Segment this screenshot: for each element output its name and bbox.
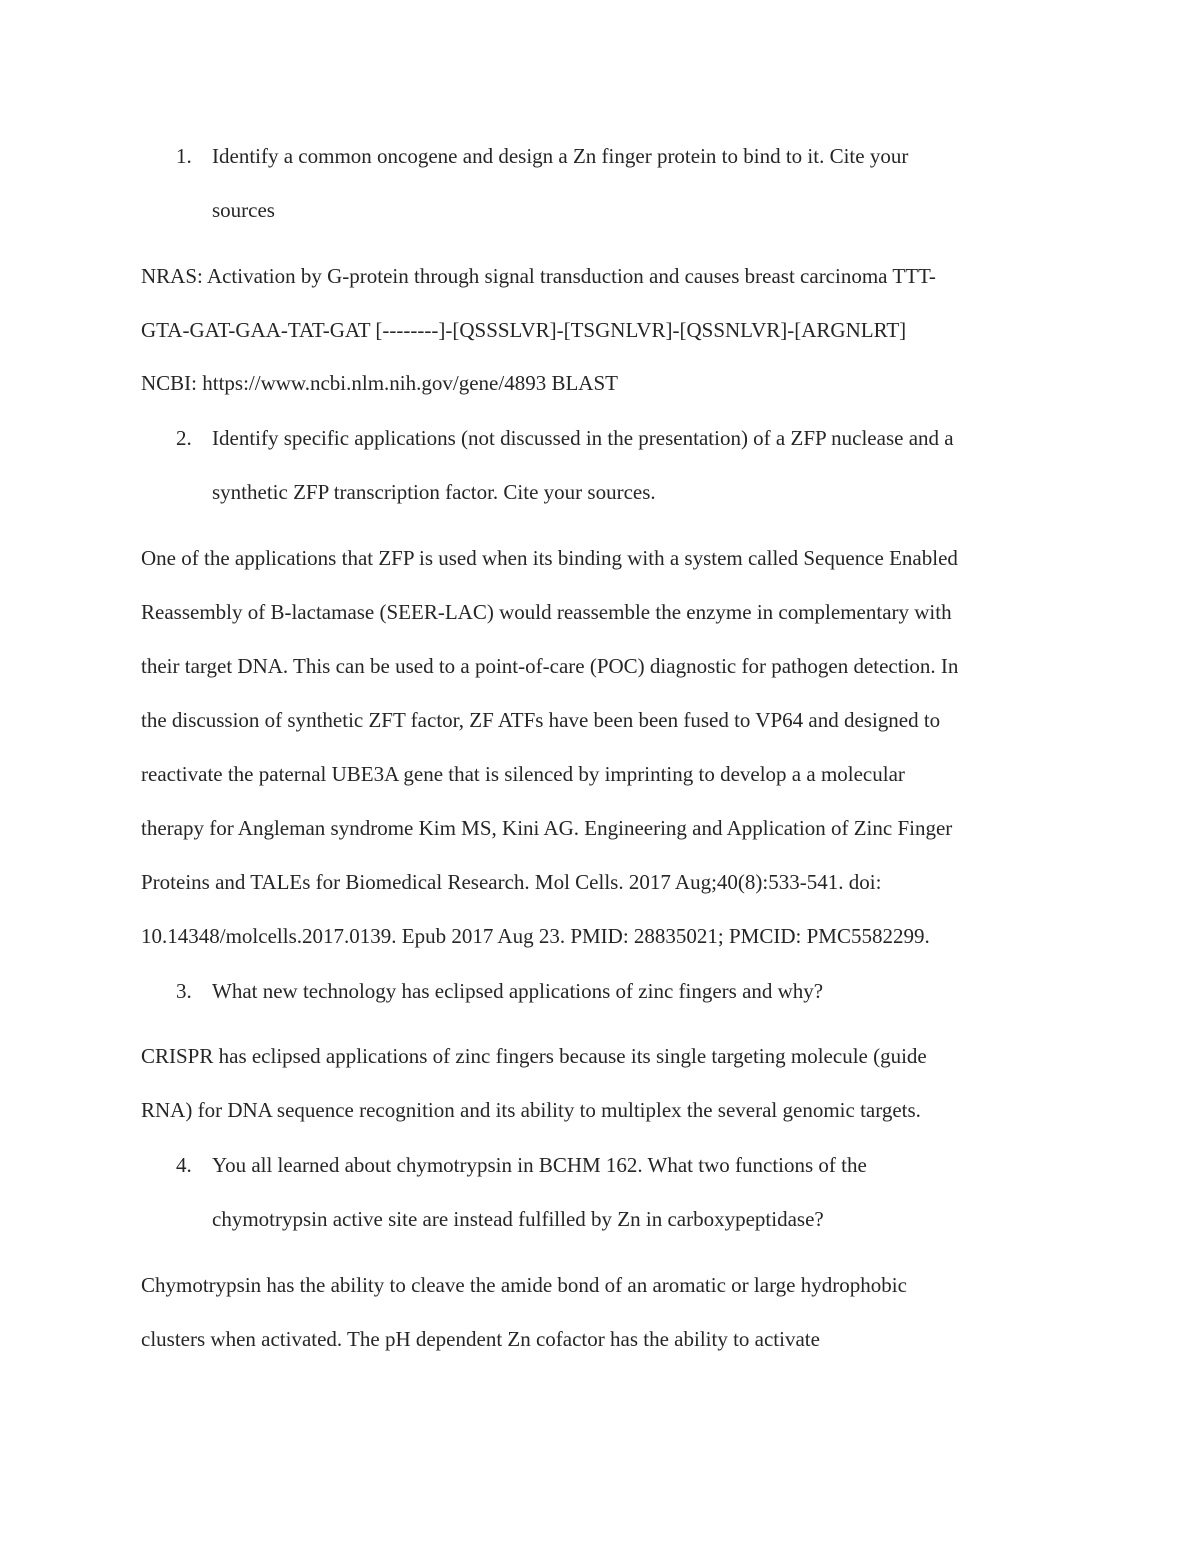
question-text-line: You all learned about chymotrypsin in BCHM 162. What two functions of the (212, 1153, 867, 1177)
answer-text-line: CRISPR has eclipsed applications of zinc fingers because its single targeting molecule (guide (141, 1044, 927, 1068)
question-number: 2. (176, 426, 192, 450)
answer-text-line: therapy for Angleman syndrome Kim MS, Kini AG. Engineering and Application of Zinc Finger (141, 816, 953, 840)
question-number: 3. (176, 979, 192, 1003)
answer-text-line: GTA-GAT-GAA-TAT-GAT [--------]-[QSSSLVR]-[TSGNLVR]-[QSSNLVR]-[ARGNLRT] (141, 318, 907, 342)
answer-text-line: NRAS: Activation by G-protein through signal transduction and causes breast carcinoma TTT- (141, 264, 936, 288)
question-number: 4. (176, 1153, 192, 1177)
question-text-line: Identify specific applications (not discussed in the presentation) of a ZFP nuclease and a (212, 426, 954, 450)
question-text-line: chymotrypsin active site are instead fulfilled by Zn in carboxypeptidase? (212, 1207, 824, 1231)
answer-text-line: 10.14348/molcells.2017.0139. Epub 2017 Aug 23. PMID: 28835021; PMCID: PMC5582299. (141, 924, 930, 948)
answer-text-line: reactivate the paternal UBE3A gene that is silenced by imprinting to develop a a molecular (141, 762, 905, 786)
answer-text-line: One of the applications that ZFP is used when its binding with a system called Sequence Enabled (141, 546, 958, 570)
answer-text-line: Reassembly of B-lactamase (SEER-LAC) would reassemble the enzyme in complementary with (141, 600, 952, 624)
answer-text-line: Proteins and TALEs for Biomedical Research. Mol Cells. 2017 Aug;40(8):533-541. doi: (141, 870, 882, 894)
answer-text-line: RNA) for DNA sequence recognition and its ability to multiplex the several genomic targets. (141, 1098, 921, 1122)
answer-text-line: their target DNA. This can be used to a point-of-care (POC) diagnostic for pathogen detection. In (141, 654, 959, 678)
answer-text-line: NCBI: https://www.ncbi.nlm.nih.gov/gene/4893 BLAST (141, 371, 618, 395)
answer-text-line: Chymotrypsin has the ability to cleave the amide bond of an aromatic or large hydrophobic (141, 1273, 907, 1297)
question-text-line: synthetic ZFP transcription factor. Cite your sources. (212, 480, 656, 504)
question-text-line: sources (212, 198, 275, 222)
answer-text-line: clusters when activated. The pH dependent Zn cofactor has the ability to activate (141, 1327, 820, 1351)
question-text-line: Identify a common oncogene and design a Zn finger protein to bind to it. Cite your (212, 144, 909, 168)
question-number: 1. (176, 144, 192, 168)
answer-text-line: the discussion of synthetic ZFT factor, ZF ATFs have been been fused to VP64 and designed to (141, 708, 941, 732)
question-text-line: What new technology has eclipsed applications of zinc fingers and why? (212, 979, 824, 1003)
